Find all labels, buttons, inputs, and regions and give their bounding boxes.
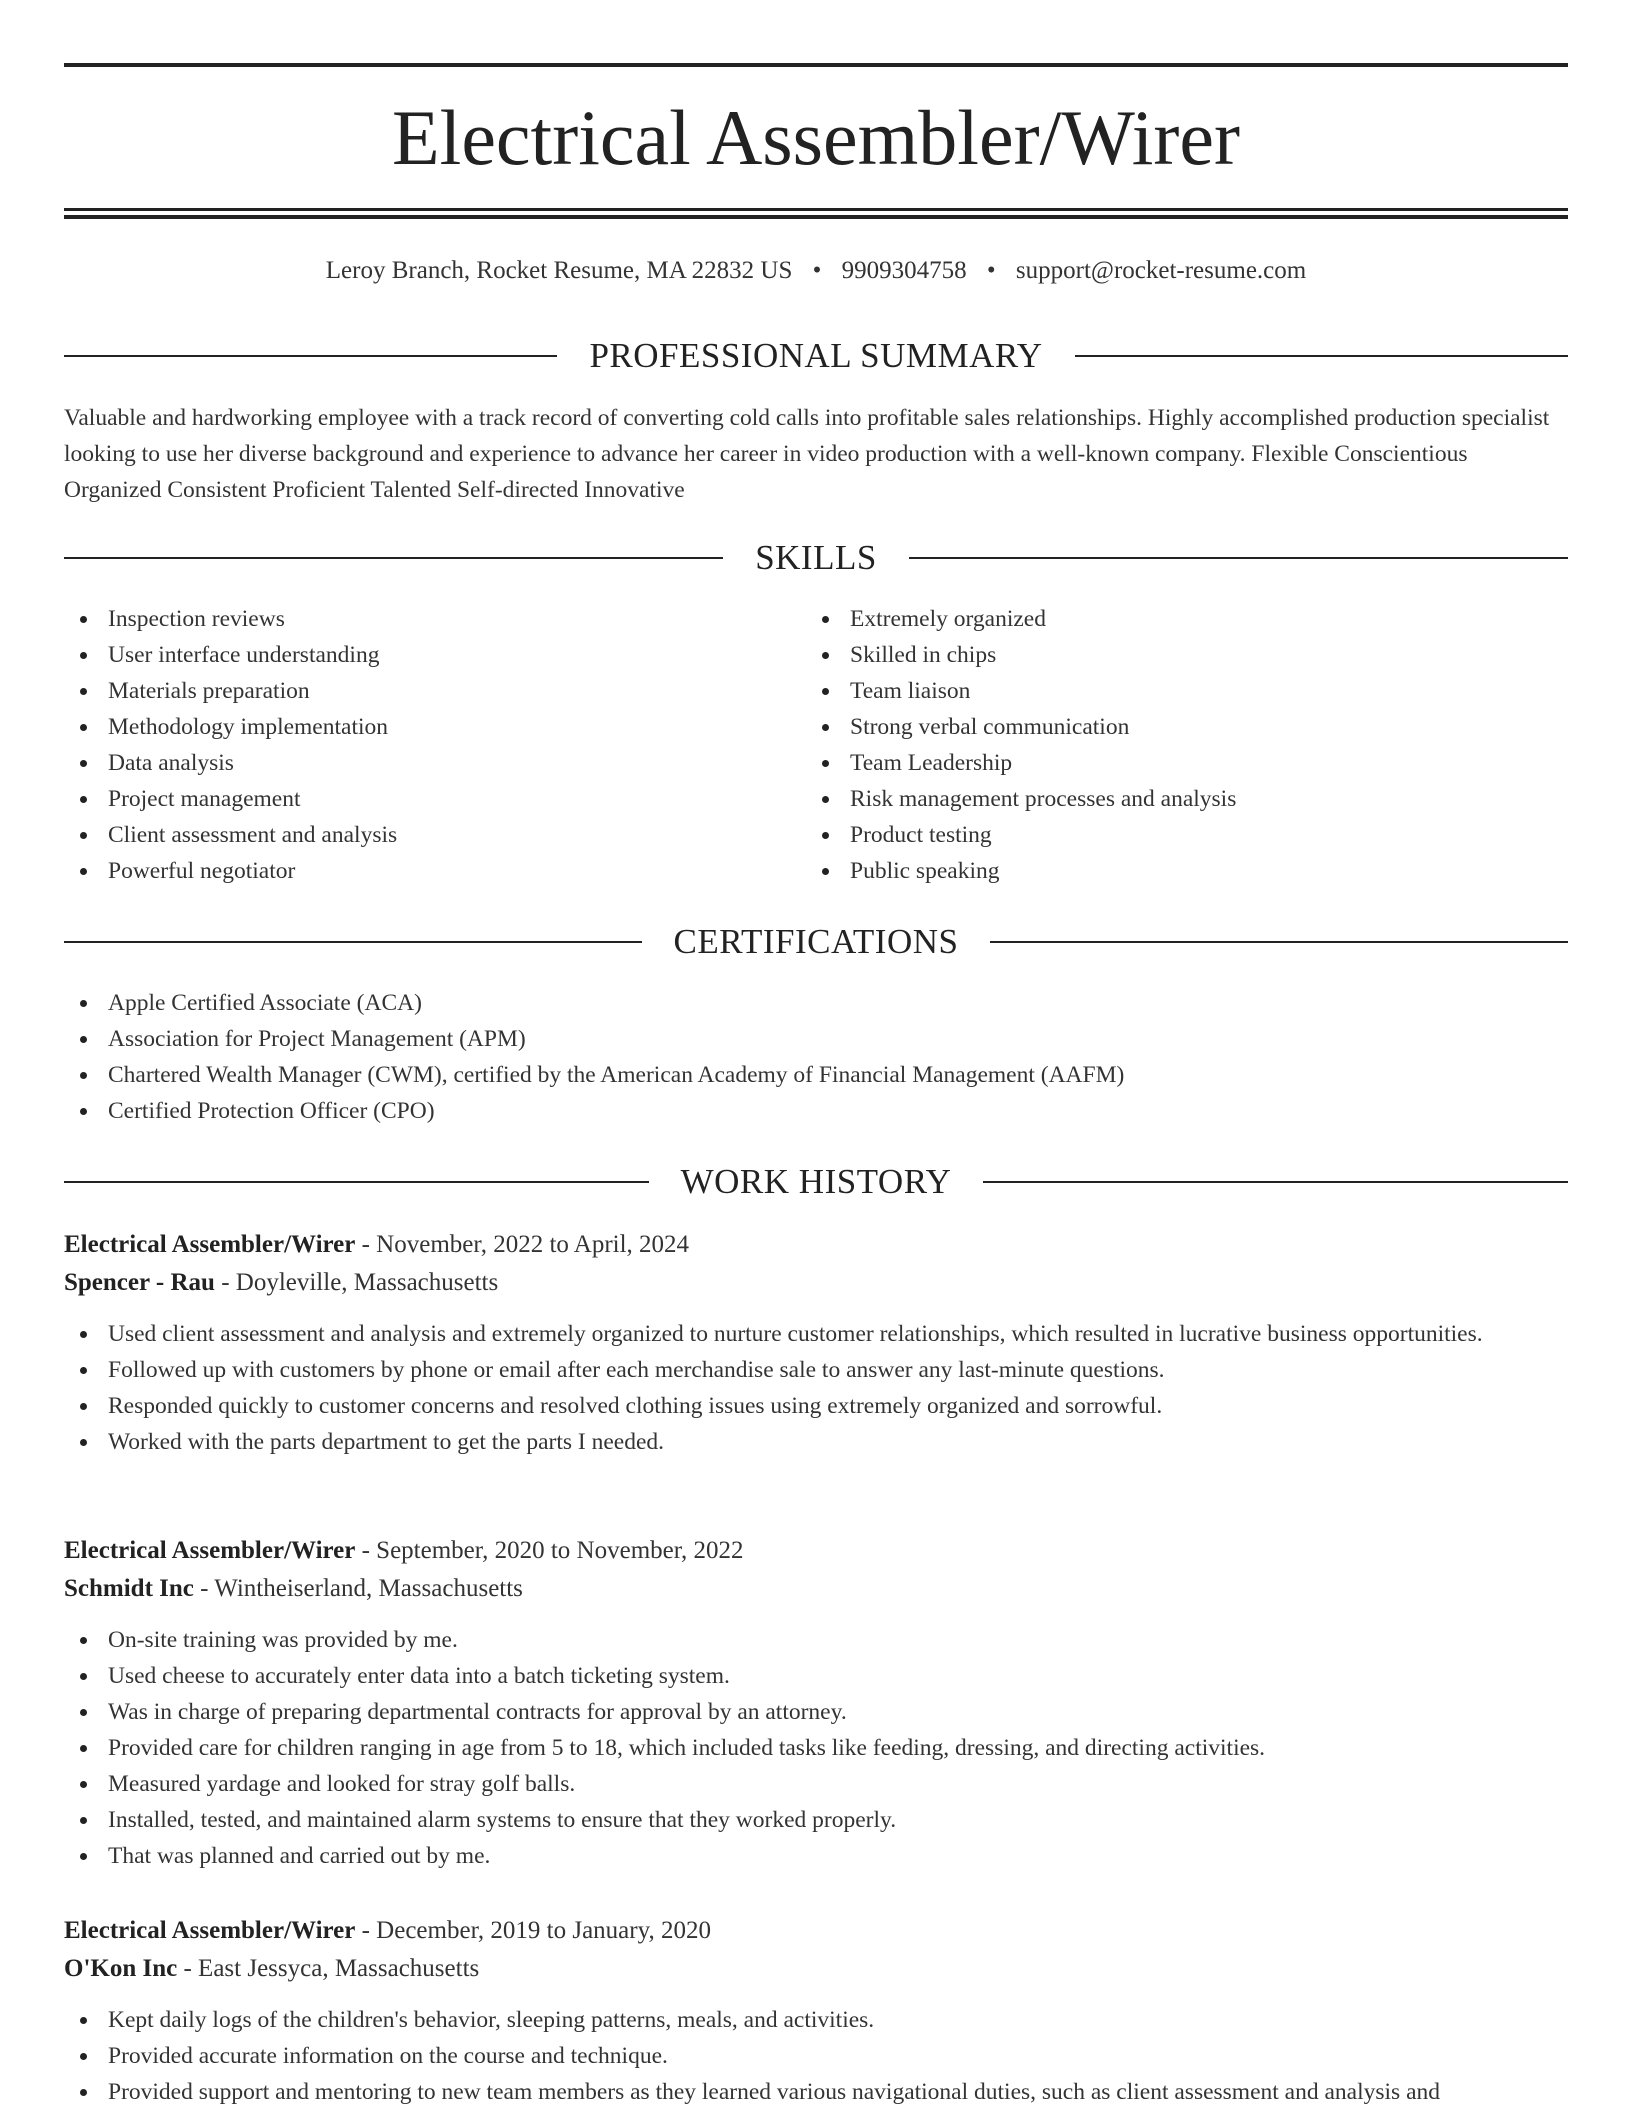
skill-item: Data analysis (64, 745, 784, 781)
job-company-line (64, 1570, 1568, 1608)
job-bullet: Measured yardage and looked for stray golf balls. (64, 1766, 1568, 1802)
job-location: - East Jessyca, Massachusetts (177, 1955, 480, 1982)
job-title-line (64, 1532, 1568, 1570)
job-bullet: Responded quickly to customer concerns and resolved clothing issues using extremely organized and sorrowful. (64, 1388, 1568, 1424)
work-heading: WORK HISTORY (680, 1162, 952, 1201)
section-divider (64, 355, 557, 357)
resume-title: Electrical Assembler/Wirer (392, 94, 1240, 181)
section-divider (983, 1181, 1568, 1183)
certification-item: Association for Project Management (APM) (64, 1021, 1568, 1057)
skill-item: User interface understanding (64, 637, 784, 673)
skill-item: Materials preparation (64, 673, 784, 709)
skill-item: Team Leadership (806, 745, 1526, 781)
section-divider (1075, 355, 1568, 357)
skill-item: Inspection reviews (64, 601, 784, 637)
section-divider (64, 941, 642, 943)
section-divider (64, 557, 723, 559)
job-bullets (64, 1316, 1568, 1460)
certifications-heading: CERTIFICATIONS (673, 922, 959, 961)
job-title-line (64, 1912, 1568, 1950)
job-bullet: Worked with the parts department to get the parts I needed. (64, 1424, 1568, 1460)
skill-item: Product testing (806, 817, 1526, 853)
skill-item: Extremely organized (806, 601, 1526, 637)
header-bottom-rule (64, 208, 1568, 211)
skill-item: Risk management processes and analysis (806, 781, 1526, 817)
job-entry (64, 1226, 1568, 1460)
header-top-rule (64, 63, 1568, 67)
skill-item: Project management (64, 781, 784, 817)
job-bullets (64, 1622, 1568, 1874)
job-title: Electrical Assembler/Wirer (64, 1917, 356, 1944)
job-bullet: On-site training was provided by me. (64, 1622, 1568, 1658)
certification-item: Chartered Wealth Manager (CWM), certified by the American Academy of Financial Management (AAFM) (64, 1057, 1568, 1093)
job-title: Electrical Assembler/Wirer (64, 1537, 356, 1564)
skill-item: Methodology implementation (64, 709, 784, 745)
job-company: O'Kon Inc (64, 1955, 178, 1982)
contact-line (64, 253, 1568, 289)
job-entry (64, 1532, 1568, 1874)
contact-phone: 9909304758 (841, 257, 967, 284)
job-title: Electrical Assembler/Wirer (64, 1231, 356, 1258)
certification-item: Certified Protection Officer (CPO) (64, 1093, 1568, 1129)
skills-list-left (64, 601, 784, 889)
job-bullet: Provided support and mentoring to new team members as they learned various navigational duties, such as client assessment and analysis and (64, 2074, 1568, 2110)
job-bullet: Used client assessment and analysis and extremely organized to nurture customer relationships, which resulted in lucrative business opportunities. (64, 1316, 1568, 1352)
job-location: - Doyleville, Massachusetts (214, 1269, 499, 1296)
certifications-list (64, 985, 1568, 1129)
contact-email: support@rocket-resume.com (1015, 257, 1307, 284)
skills-heading: SKILLS (755, 538, 877, 577)
section-divider (990, 941, 1568, 943)
skills-section-header (64, 536, 1568, 580)
job-dates: - November, 2022 to April, 2024 (355, 1231, 690, 1258)
skill-item: Powerful negotiator (64, 853, 784, 889)
job-bullet: Provided accurate information on the course and technique. (64, 2038, 1568, 2074)
skill-item: Strong verbal communication (806, 709, 1526, 745)
job-title-line (64, 1226, 1568, 1264)
job-bullet: That was planned and carried out by me. (64, 1838, 1568, 1874)
job-bullet: Was in charge of preparing departmental contracts for approval by an attorney. (64, 1694, 1568, 1730)
section-divider (64, 1181, 649, 1183)
job-bullet: Installed, tested, and maintained alarm systems to ensure that they worked properly. (64, 1802, 1568, 1838)
job-bullet: Used cheese to accurately enter data into a batch ticketing system. (64, 1658, 1568, 1694)
job-dates: - December, 2019 to January, 2020 (355, 1917, 711, 1944)
job-company-line (64, 1264, 1568, 1302)
contact-separator: • (812, 257, 822, 284)
job-company-line (64, 1950, 1568, 1988)
job-company: Spencer - Rau (64, 1269, 215, 1296)
contact-address: Leroy Branch, Rocket Resume, MA 22832 US (325, 257, 793, 284)
job-bullet: Kept daily logs of the children's behavior, sleeping patterns, meals, and activities. (64, 2002, 1568, 2038)
skill-item: Public speaking (806, 853, 1526, 889)
summary-heading: PROFESSIONAL SUMMARY (589, 336, 1043, 375)
certifications-section-header (64, 920, 1568, 964)
job-entry (64, 1912, 1568, 2110)
work-section-header (64, 1160, 1568, 1204)
summary-section-header (64, 334, 1568, 378)
contact-separator: • (986, 257, 996, 284)
skill-item: Team liaison (806, 673, 1526, 709)
header-bottom-rule-thick (64, 215, 1568, 219)
summary-text: Valuable and hardworking employee with a track record of converting cold calls into profitable sales relationships. Highly accomplished production specialist looking to use her diverse background and experience to advance her career in video production with a well-known company. Flexible Conscientious Organized Consistent Proficient Talented Self-directed Innovative (64, 405, 1550, 503)
job-dates: - September, 2020 to November, 2022 (355, 1537, 744, 1564)
certification-item: Apple Certified Associate (ACA) (64, 985, 1568, 1021)
job-bullet: Followed up with customers by phone or email after each merchandise sale to answer any last-minute questions. (64, 1352, 1568, 1388)
skills-list-right (806, 601, 1526, 889)
skill-item: Skilled in chips (806, 637, 1526, 673)
section-divider (909, 557, 1568, 559)
job-bullet: Provided care for children ranging in age from 5 to 18, which included tasks like feeding, dressing, and directing activities. (64, 1730, 1568, 1766)
skill-item: Client assessment and analysis (64, 817, 784, 853)
job-location: - Wintheiserland, Massachusetts (193, 1575, 523, 1602)
job-bullets (64, 2002, 1568, 2110)
job-company: Schmidt Inc (64, 1575, 194, 1602)
